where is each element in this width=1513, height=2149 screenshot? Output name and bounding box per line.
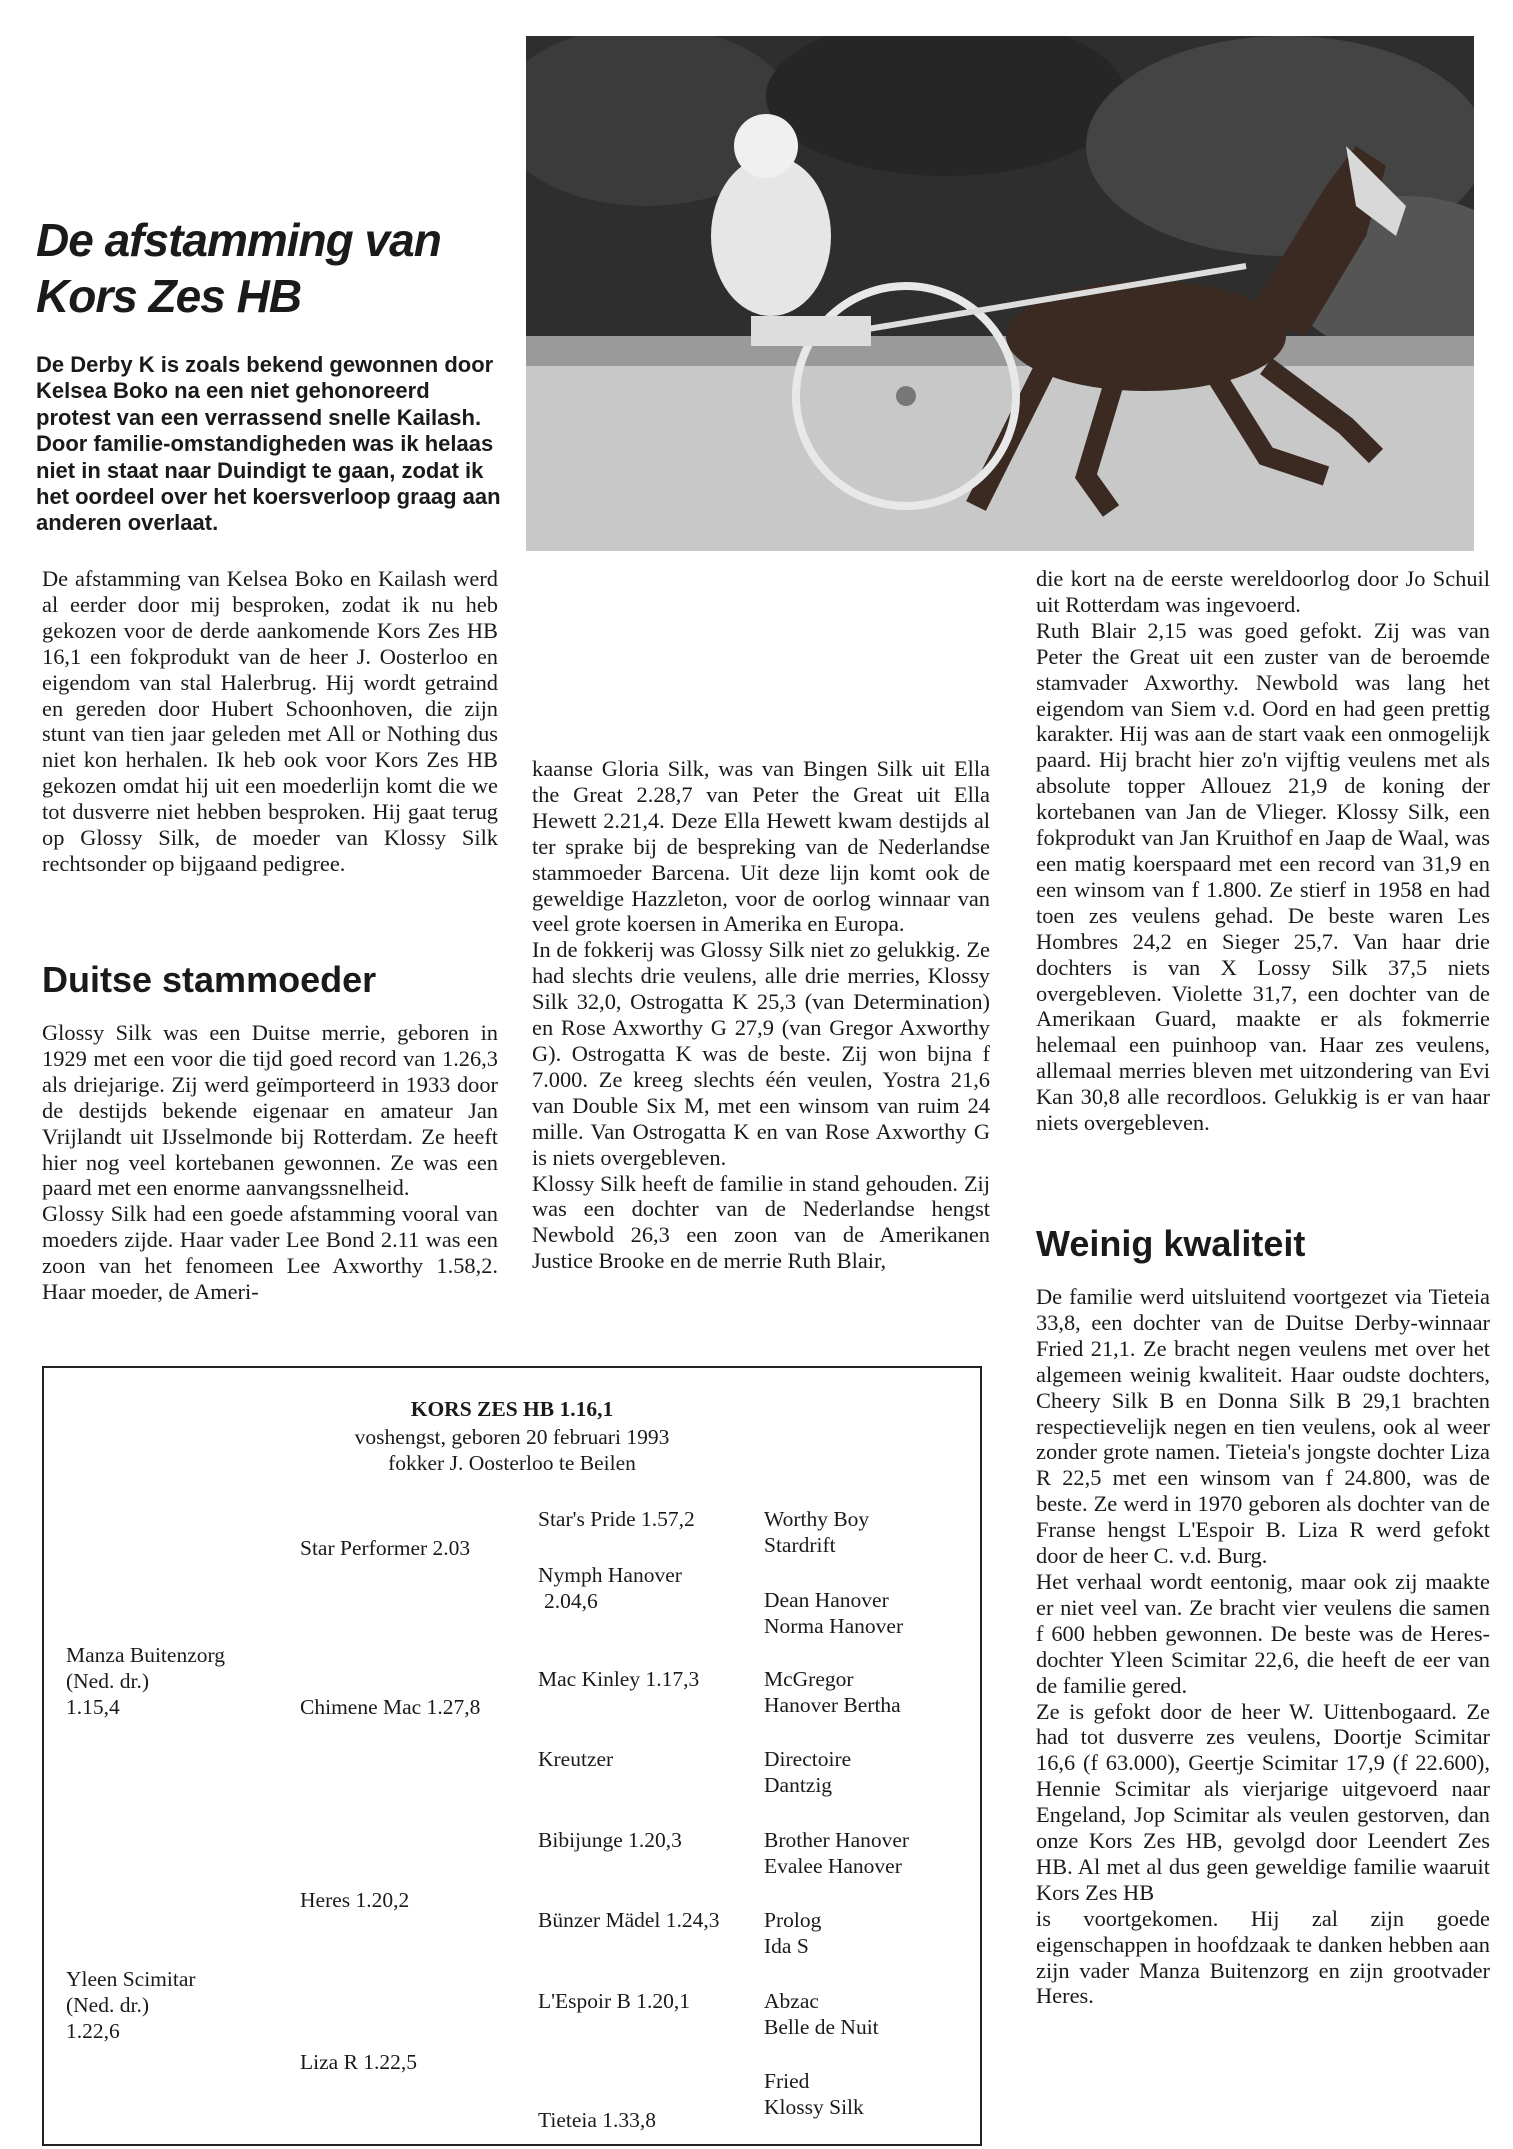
pedigree-gen4-7 <box>764 1988 879 2040</box>
pedigree-gen4-5a: Brother Hanover <box>764 1828 910 1852</box>
column-1-bottom <box>42 1020 498 1305</box>
col3-paragraph-5: Ze is gefokt door de heer W. Uittenbogaard. Ze had tot dusverre zes veulens, Doortje Scimitar 16,6 (f 63.000), Geertje Scimitar 17,9 (f 22.600), Hennie Scimitar als vierjarige uitgevoerd naar Engeland, Jop Scimitar als veulen gestorven, dan onze Kors Zes HB, gevolgd door Leendert Zes HB. Al met al dus geen geweldige familie waaruit Kors Zes HB <box>1036 1698 1490 1905</box>
title-line-2: Kors Zes HB <box>36 270 302 322</box>
article-intro: De Derby K is zoals bekend gewonnen door Kelsea Boko na een niet gehonoreerd protest van een verrassend snelle Kailash. Door familie-omstandigheden was ik helaas niet in staat naar Duindigt te gaan, zodat ik het oordeel over het koersverloop graag aan anderen overlaat. <box>36 352 501 536</box>
heading-weinig-kwaliteit: Weinig kwaliteit <box>1036 1223 1306 1264</box>
col3-paragraph-3: De familie werd uitsluitend voortgezet via Tieteia 33,8, een dochter van de Duitse Derby-winnaar Fried 21,1. Ze bracht negen veulens met over het algemeen weinig kwaliteit. Haar oudste dochters, Cheery Silk B en Donna Silk B 29,1 brachten respectievelijk negen en tien veulens, ook al weer zonder grote namen. Tieteia's jongste dochter Liza R 22,5 met een winsom van f 24.800, was de beste. Ze werd in 1970 geboren als dochter van de Franse hengst L'Espoir B. Liza R werd gefokt door de heer C. v.d. Burg. <box>1036 1284 1490 1569</box>
pedigree-gen4-2b: Norma Hanover <box>764 1614 904 1638</box>
pedigree-gen2-2: Chimene Mac 1.27,8 <box>300 1695 481 1719</box>
col1-paragraph-3: Glossy Silk had een goede afstamming vooral van moeders zijde. Haar vader Lee Bond 2.11 was een zoon van het fenomeen Lee Axworthy 1.58,2. Haar moeder, de Ameri- <box>42 1201 498 1305</box>
column-2 <box>532 756 990 1274</box>
col2-paragraph-2: In de fokkerij was Glossy Silk niet zo gelukkig. Ze had slechts drie veulens, alle drie merries, Klossy Silk 32,0, Ostrogatta K 25,3 (van Determination) en Rose Axworthy G 27,9 (van Gregor Axworthy G). Ostrogatta K was de beste. Zij won bijna f 7.000. Ze kreeg slechts één veulen, Yostra 21,6 van Double Six M, met een winsom van ruim 24 mille. Van Ostrogatta K en van Rose Axworthy G is niets overgebleven. <box>532 937 990 1170</box>
harness-race-photo <box>526 36 1474 551</box>
pedigree-gen3-7: L'Espoir B 1.20,1 <box>538 1989 690 2013</box>
pedigree-gen4-3b: Hanover Bertha <box>764 1693 901 1717</box>
pedigree-gen4-3a: McGregor <box>764 1667 854 1691</box>
pedigree-gen3-5: Bibijunge 1.20,3 <box>538 1828 682 1852</box>
pedigree-gen2-4: Liza R 1.22,5 <box>300 2050 418 2074</box>
pedigree-gen4-3 <box>764 1666 901 1718</box>
pedigree-gen3-2 <box>538 1562 682 1614</box>
pedigree-gen4-6b: Ida S <box>764 1934 809 1958</box>
col2-paragraph-3: Klossy Silk heeft de familie in stand gehouden. Zij was een dochter van de Nederlandse hengst Newbold 26,3 een zoon van de Amerikanen Justice Brooke en de merrie Ruth Blair, <box>532 1170 990 1274</box>
col3-paragraph-6: is voortgekomen. Hij zal zijn goede eigenschappen in hoofdzaak te danken hebben aan zijn vader Manza Buitenzorg en zijn grootvader Heres. <box>1036 1905 1490 2009</box>
pedigree-gen4-8 <box>764 2068 864 2120</box>
pedigree-gen4-1 <box>764 1506 869 1558</box>
pedigree-gen4-8a: Fried <box>764 2069 810 2093</box>
pedigree-gen4-8b: Klossy Silk <box>764 2095 864 2119</box>
sire-record: 1.15,4 <box>66 1695 120 1719</box>
pedigree-gen2-3: Heres 1.20,2 <box>300 1888 410 1912</box>
pedigree-gen4-1a: Worthy Boy <box>764 1507 870 1531</box>
pedigree-dam <box>66 1966 196 2044</box>
col3-paragraph-2: Ruth Blair 2,15 was goed gefokt. Zij was van Peter the Great uit een zuster van de beroemde stamvader Axworthy. Newbold was lang het eigendom van Siem v.d. Oord en had geen prettig karakter. Hij was aan de start vaak een onmogelijk paard. Hij bracht hier zo'n vijftig veulens met als absolute topper Allouez 21,9 de koning der kortebanen van Jan de Vlieger. Klossy Silk, een fokprodukt van Jan Kruithof en Jaap de Waal, was een matig koerspaard met een record van 31,9 en een winsom van f 1.800. Ze stierf in 1958 en had toen zes veulens gehad. De beste waren Les Hombres 24,2 en Sieger 25,7. Van haar drie dochters is van X Lossy Silk 37,5 niets overgebleven. Violette 31,7, een dochter van de Amerikaan Guard, maakte er als fokmerrie helemaal een puinhoop van. Haar zes veulens, allemaal merries bleven met uitzondering van Evi Kan 30,8 alle recordloos. Gelukkig is er van haar niets overgebleven. <box>1036 617 1490 1136</box>
pedigree-gen3-1: Star's Pride 1.57,2 <box>538 1507 695 1531</box>
pedigree-breeder: fokker J. Oosterloo te Beilen <box>388 1451 636 1475</box>
pedigree-sire <box>66 1642 225 1720</box>
pedigree-gen4-4b: Dantzig <box>764 1773 833 1797</box>
pedigree-gen4-4 <box>764 1746 851 1798</box>
pedigree-gen4-6 <box>764 1907 821 1959</box>
title-line-1: De afstamming van <box>36 214 441 266</box>
pedigree-gen3-2-record: 2.04,6 <box>544 1589 598 1613</box>
pedigree-title: KORS ZES HB 1.16,1 <box>410 1397 614 1421</box>
photo-illustration <box>526 36 1474 551</box>
pedigree-gen4-4a: Directoire <box>764 1747 852 1771</box>
pedigree-gen4-7a: Abzac <box>764 1989 819 2013</box>
pedigree-gen2-1: Star Performer 2.03 <box>300 1536 471 1560</box>
pedigree-gen4-2a: Dean Hanover <box>764 1588 889 1612</box>
dam-name: Yleen Scimitar <box>66 1967 196 1991</box>
pedigree-gen4-5 <box>764 1827 909 1879</box>
sire-name: Manza Buitenzorg <box>66 1643 226 1667</box>
pedigree-gen4-1b: Stardrift <box>764 1533 836 1557</box>
pedigree-gen3-4: Kreutzer <box>538 1747 614 1771</box>
col3-paragraph-4: Het verhaal wordt eentonig, maar ook zij maakte er niet veel van. Ze bracht vier veulens die samen f 600 hebben gewonnen. De beste was de Heres-dochter Yleen Scimitar 22,6, die heeft de eer van de familie gered. <box>1036 1568 1490 1698</box>
pedigree-gen3-6: Bünzer Mädel 1.24,3 <box>538 1908 720 1932</box>
pedigree-gen4-6a: Prolog <box>764 1908 822 1932</box>
col3-paragraph-1: die kort na de eerste wereldoorlog door Jo Schuil uit Rotterdam was ingevoerd. <box>1036 566 1490 617</box>
heading-duitse-stammoeder: Duitse stammoeder <box>42 959 377 1000</box>
pedigree-gen4-2 <box>764 1587 903 1639</box>
dam-record: 1.22,6 <box>66 2019 120 2043</box>
sire-origin: (Ned. dr.) <box>66 1669 149 1693</box>
dam-origin: (Ned. dr.) <box>66 1993 149 2017</box>
pedigree-gen4-5b: Evalee Hanover <box>764 1854 902 1878</box>
pedigree-gen3-3: Mac Kinley 1.17,3 <box>538 1667 700 1691</box>
pedigree-subtitle: voshengst, geboren 20 februari 1993 <box>354 1425 670 1449</box>
pedigree-gen3-8: Tieteia 1.33,8 <box>538 2108 657 2132</box>
column-3-bottom <box>1036 1284 1490 2009</box>
pedigree-gen4-7b: Belle de Nuit <box>764 2015 879 2039</box>
column-3-top <box>1036 566 1490 1136</box>
pedigree-gen3-2-name: Nymph Hanover <box>538 1563 682 1587</box>
col1-paragraph-1: De afstamming van Kelsea Boko en Kailash werd al eerder door mij besproken, zodat ik nu heb gekozen voor de derde aankomende Kors Zes HB 16,1 een fokprodukt van de heer J. Oosterloo en eigendom van stal Halerbrug. Hij wordt getraind en gereden door Hubert Schoonhoven, die zijn stunt van tien jaar geleden met All or Nothing dus niet kon herhalen. Ik heb ook voor Kors Zes HB gekozen omdat hij uit een moederlijn komt die we tot dusverre niet hebben besproken. Hij gaat terug op Glossy Silk, de moeder van Klossy Silk rechtsonder op bijgaand pedigree. <box>42 566 498 876</box>
col1-paragraph-2: Glossy Silk was een Duitse merrie, geboren in 1929 met een voor die tijd goed record van 1.26,3 als driejarige. Zij werd geïmporteerd in 1933 door de destijds bekende eigenaar en amateur Jan Vrijlandt uit IJsselmonde bij Rotterdam. Ze heeft hier nog veel kortebanen gewonnen. Ze was een paard met een enorme aanvangssnelheid. <box>42 1020 498 1201</box>
column-1-top <box>42 566 498 877</box>
col2-paragraph-1: kaanse Gloria Silk, was van Bingen Silk uit Ella the Great 2.28,7 van Peter the Great uit Ella Hewett 2.21,4. Deze Ella Hewett kwam destijds al ter sprake bij de bespreking van de Nederlandse stammoeder Barcena. Uit deze lijn komt ook de geweldige Hazzleton, voor de oorlog winnaar van veel grote koersen in Amerika en Europa. <box>532 756 990 937</box>
article-title <box>36 212 516 324</box>
